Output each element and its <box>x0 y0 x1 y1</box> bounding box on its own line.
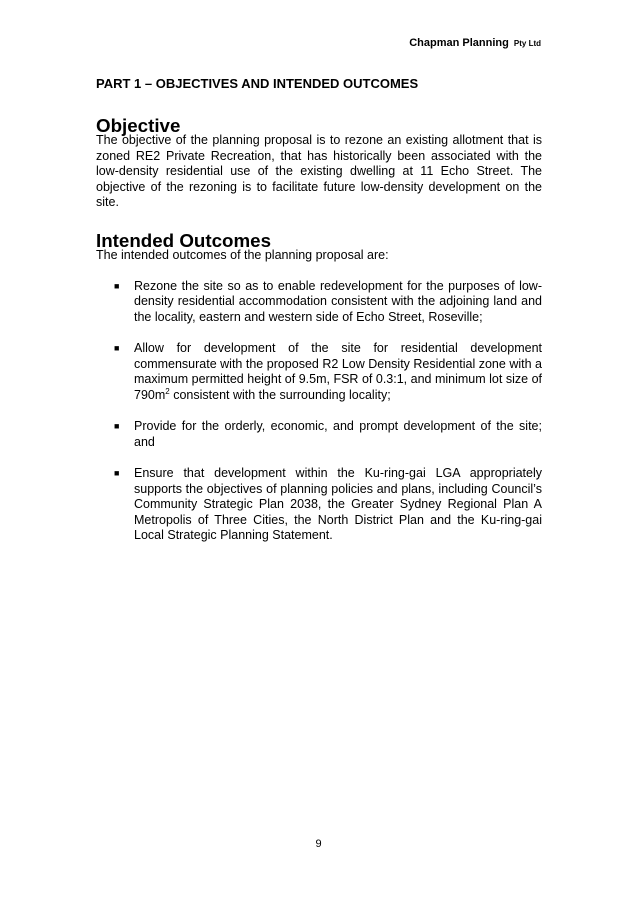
bullet-square-icon: ■ <box>114 280 120 291</box>
bullet-square-icon: ■ <box>114 421 120 431</box>
intended-outcomes-intro: The intended outcomes of the planning proposal are: <box>96 248 389 262</box>
list-item <box>96 279 542 326</box>
bullet-square-icon: ■ <box>114 343 120 353</box>
objective-section <box>96 114 542 211</box>
list-item-text <box>134 341 542 402</box>
page-header <box>409 37 541 49</box>
bullet-square-icon: ■ <box>114 468 120 478</box>
list-item-text: Rezone the site so as to enable redevelopment for the purposes of low-density residential accommodation consistent with the adjoining land and the locality, eastern and western side of Echo Street, Roseville; <box>134 278 542 324</box>
list-item-text-part: consistent with the surrounding locality; <box>169 387 391 402</box>
header-company-name: Chapman Planning <box>409 37 509 49</box>
objective-text: The objective of the planning proposal is to rezone an existing allotment that is zoned RE2 Private Recreation, that has historically been associated with the low-density residential use of the existing dwelling at 11 Echo Street. The objective of the rezoning is to facilitate future low-density development on the site. <box>96 133 542 209</box>
list-item <box>96 419 542 450</box>
list-item-text: Provide for the orderly, economic, and prompt development of the site; and <box>134 419 542 449</box>
list-item-text-part: Allow for development of the site for residential development commensurate with the proposed R2 Low Density Residential zone with a maximum permitted height of 9.5m, FSR of 0.3:1, and minimum lot size of 790m <box>134 341 542 402</box>
part-title: PART 1 – OBJECTIVES AND INTENDED OUTCOMES <box>96 76 419 91</box>
intended-outcomes-heading: Intended Outcomes <box>96 229 272 251</box>
objective-heading: Objective <box>96 114 181 136</box>
superscript: 2 <box>165 386 170 396</box>
header-company-suffix: Pty Ltd <box>513 39 541 48</box>
list-item <box>96 466 542 544</box>
page-number: 9 <box>315 838 322 850</box>
list-item-text: Ensure that development within the Ku-ring-gai LGA appropriately supports the objectives of planning policies and plans, including Council’s Community Strategic Plan 2038, the Greater Sydney Regional Plan A Metropolis of Three Cities, the North District Plan and the Ku-ring-gai Local Strategic Planning Statement. <box>134 466 542 542</box>
intended-outcomes-list <box>96 279 542 544</box>
document-body <box>96 76 542 566</box>
list-item <box>96 341 542 403</box>
intended-outcomes-section <box>96 229 542 544</box>
